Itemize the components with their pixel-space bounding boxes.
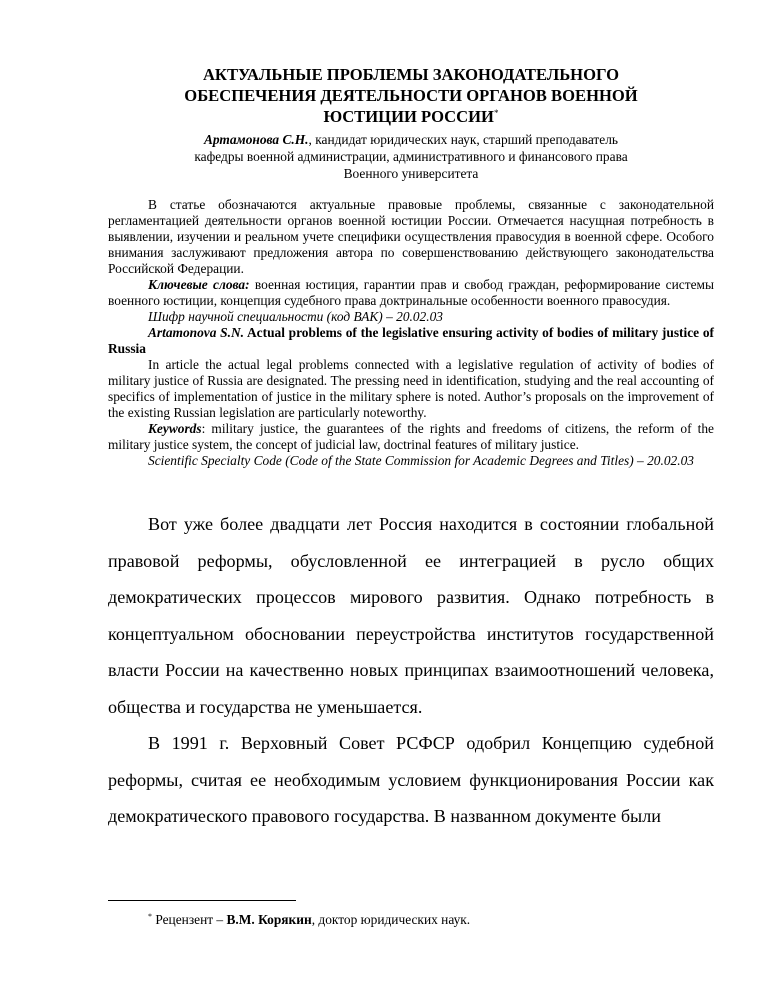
keywords-ru-label: Ключевые слова:: [148, 277, 250, 292]
keywords-ru-text: военная юстиция, гарантии прав и свобод граждан, реформирование системы военного юстиции, концепция судебного права доктринальные особенности военного правосудия.: [108, 277, 714, 308]
abstract-en: In article the actual legal problems connected with a legislative regulation of activity of bodies of military justice of Russia are designated. The pressing need in identification, studying and the real accounting of specifics of implementation of justice in the military sphere is noted. Author’s proposals on the improvement of the existing Russian legislation are particularly noteworthy.: [108, 357, 714, 420]
title-line-2: ОБЕСПЕЧЕНИЯ ДЕЯТЕЛЬНОСТИ ОРГАНОВ ВОЕННОЙ: [184, 86, 638, 105]
author-credentials: , кандидат юридических наук, старший преподаватель: [308, 132, 619, 147]
abstract-ru: В статье обозначаются актуальные правовые проблемы, связанные с законодательной регламентацией деятельности органов военной юстиции России. Отмечается насущная потребность в выявлении, изучении и реальном учете специфики осуществления правосудия в военной сфере. Особого внимания заслуживают предложения автора по совершенствованию действующего законодательства Российской Федерации.: [108, 197, 714, 276]
footnote-separator: [108, 900, 296, 901]
author-name: Артамонова С.Н.: [203, 132, 309, 147]
specialty-code-en: Scientific Specialty Code (Code of the State Commission for Academic Degrees and Titles) – 20.02.03: [148, 453, 694, 468]
english-title-text: Actual problems of the legislative ensuring activity of bodies of military justice of Russia: [108, 325, 714, 356]
author-block: [108, 131, 714, 182]
body-paragraph-1: Вот уже более двадцати лет Россия находится в состоянии глобальной правовой реформы, обусловленной ее интеграцией в русло общих демократических процессов мирового развития. Однако потребность в концептуальном обосновании переустройства институтов государственной власти России на качественно новых принципах взаимоотношений человека, общества и государства не уменьшается.: [108, 514, 714, 717]
page: [108, 0, 714, 835]
article-body: [108, 506, 714, 835]
keywords-en-text: : military justice, the guarantees of the rights and freedoms of citizens, the reform of the military justice system, the concept of judicial law, doctrinal features of military justice.: [108, 421, 714, 452]
footnote-suffix: , доктор юридических наук.: [311, 912, 471, 927]
keywords-en-label: Keywords: [148, 421, 202, 436]
footnote-marker: *: [148, 912, 152, 921]
body-paragraph-2: В 1991 г. Верховный Совет РСФСР одобрил Концепцию судебной реформы, считая ее необходимым условием функционирования России как демократического правового государства. В названном документе были: [108, 733, 714, 826]
keywords-ru: [108, 277, 714, 309]
title-line-3: ЮСТИЦИИ РОССИИ: [323, 107, 494, 126]
specialty-code-ru: Шифр научной специальности (код ВАК) – 20.02.03: [148, 309, 443, 324]
english-author: Artamonova S.N.: [148, 325, 244, 340]
author-university: Военного университета: [343, 166, 479, 181]
author-affiliation: кафедры военной администрации, административного и финансового права: [194, 149, 628, 164]
keywords-en: [108, 421, 714, 453]
reviewer-name: В.М. Корякин: [226, 912, 312, 927]
english-title: [108, 325, 714, 357]
footnote: [148, 912, 708, 928]
article-title: [108, 64, 714, 127]
title-line-1: АКТУАЛЬНЫЕ ПРОБЛЕМЫ ЗАКОНОДАТЕЛЬНОГО: [202, 65, 620, 84]
title-footnote-marker[interactable]: *: [493, 108, 499, 118]
footnote-prefix: Рецензент –: [152, 912, 227, 927]
